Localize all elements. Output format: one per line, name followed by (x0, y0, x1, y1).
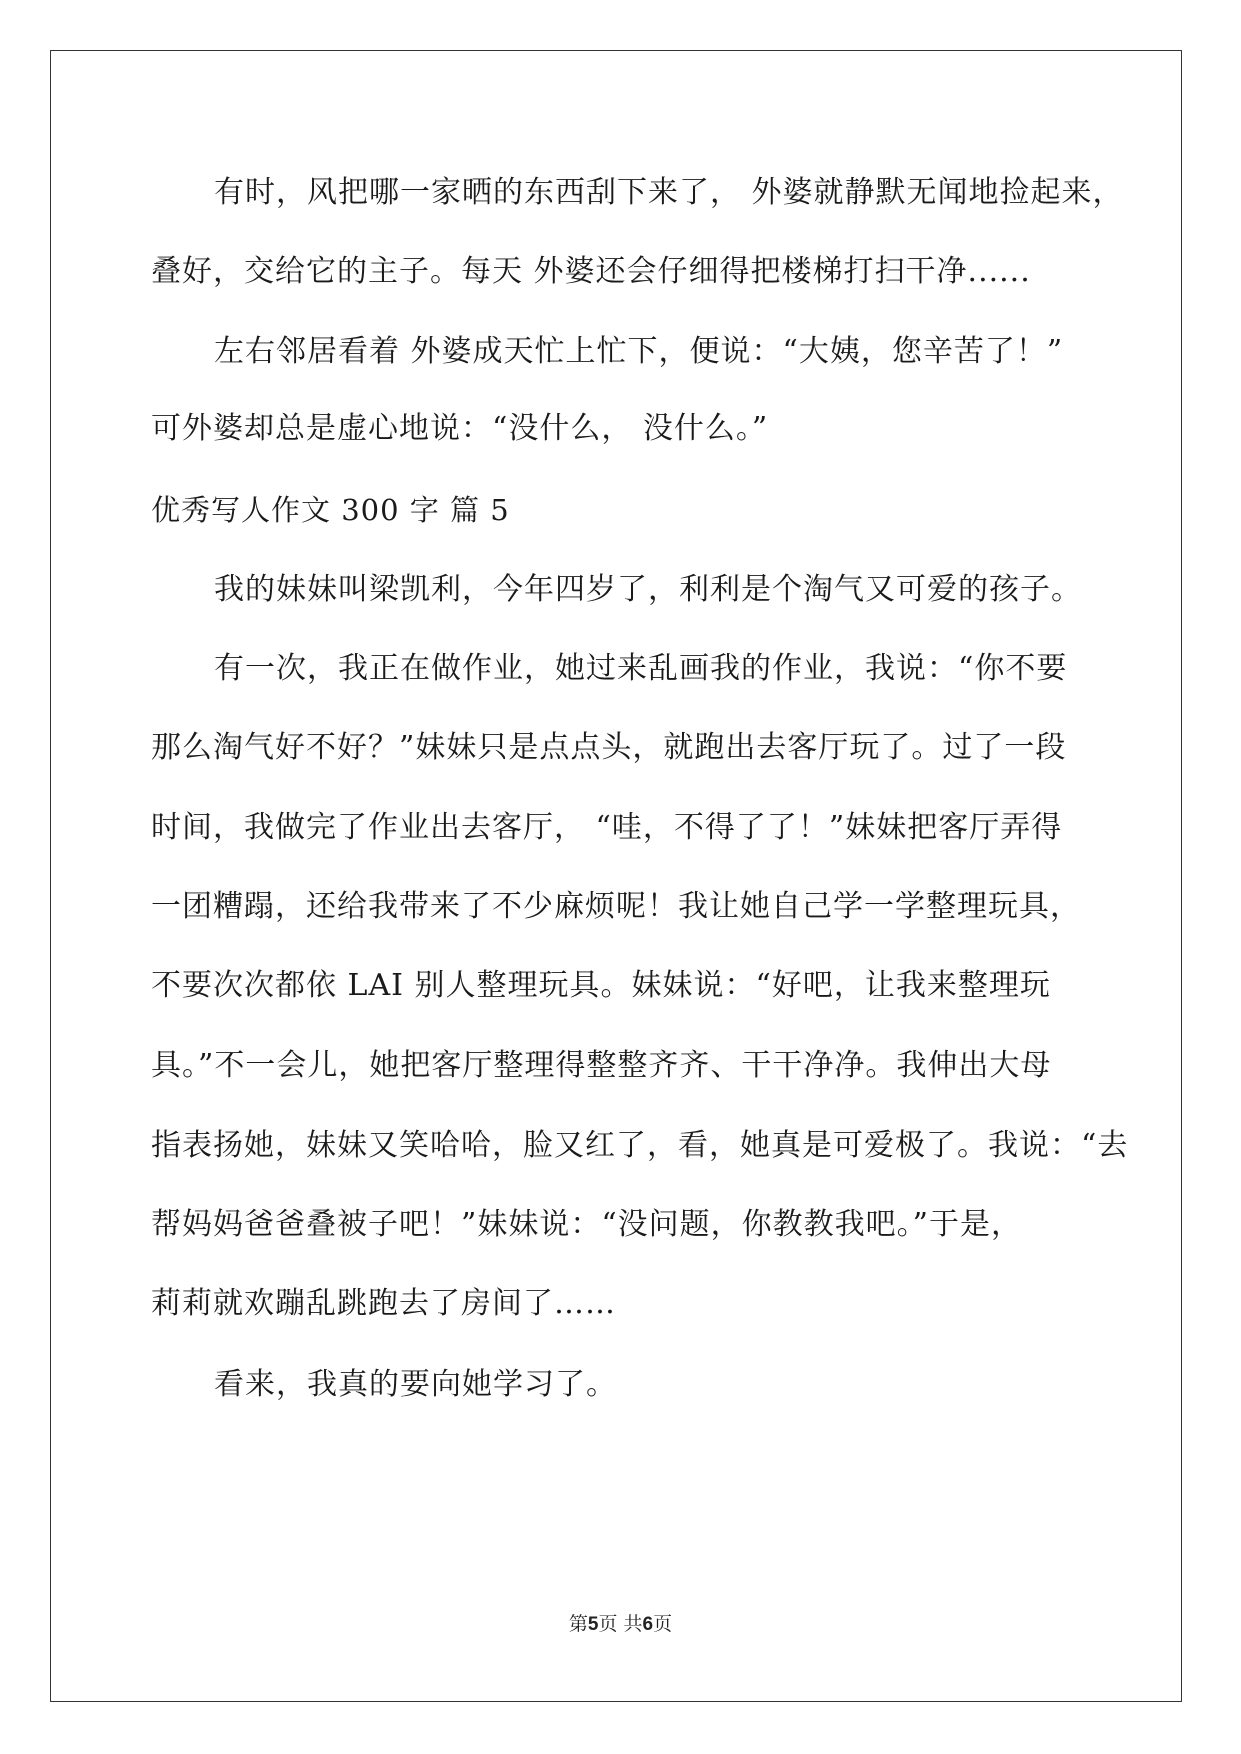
text-line: 有一次，我正在做作业，她过来乱画我的作业，我说：“你不要 (214, 651, 1068, 686)
page-number: 5 (587, 1614, 599, 1635)
page-footer (0, 1612, 1241, 1637)
page-total: 6 (642, 1614, 654, 1635)
text-line: 具。”不一会儿，她把客厅整理得整整齐齐、干干净净。我伸出大母 (151, 1048, 1052, 1083)
text-line: 时间，我做完了作业出去客厅， “哇，不得了了！”妹妹把客厅弄得 (151, 810, 1063, 845)
text-line: 我的妹妹叫梁凯利，今年四岁了，利利是个淘气又可爱的孩子。 (214, 572, 1082, 607)
text-line: 指表扬她，妹妹又笑哈哈，脸又红了，看，她真是可爱极了。我说：“去 (151, 1128, 1129, 1163)
text-line: 可外婆却总是虚心地说：“没什么， 没什么。” (151, 411, 769, 446)
text-line: 帮妈妈爸爸叠被子吧！”妹妹说：“没问题，你教教我吧。”于是， (151, 1207, 1023, 1242)
text-line: 一团糟蹋，还给我带来了不少麻烦呢！我让她自己学一学整理玩具， (151, 889, 1081, 924)
text-line: 叠好，交给它的主子。每天 外婆还会仔细得把楼梯打扫干净...... (151, 254, 1031, 289)
footer-middle: 页 共 (598, 1613, 643, 1635)
text-line: 左右邻居看着 外婆成天忙上忙下，便说：“大姨，您辛苦了！” (214, 334, 1064, 369)
page-border (50, 50, 1182, 1702)
text-line: 不要次次都依 LAI 别人整理玩具。妹妹说：“好吧，让我来整理玩 (151, 968, 1051, 1003)
section-heading: 优秀写人作文 300 字 篇 5 (151, 493, 510, 527)
footer-prefix: 第 (568, 1613, 588, 1635)
footer-suffix: 页 (653, 1613, 673, 1635)
text-line: 莉莉就欢蹦乱跳跑去了房间了…… (151, 1286, 616, 1321)
text-line: 有时，风把哪一家晒的东西刮下来了， 外婆就静默无闻地捡起来， (214, 175, 1124, 210)
text-line: 那么淘气好不好？”妹妹只是点点头，就跑出去客厅玩了。过了一段 (151, 730, 1067, 765)
text-line: 看来，我真的要向她学习了。 (214, 1367, 617, 1402)
